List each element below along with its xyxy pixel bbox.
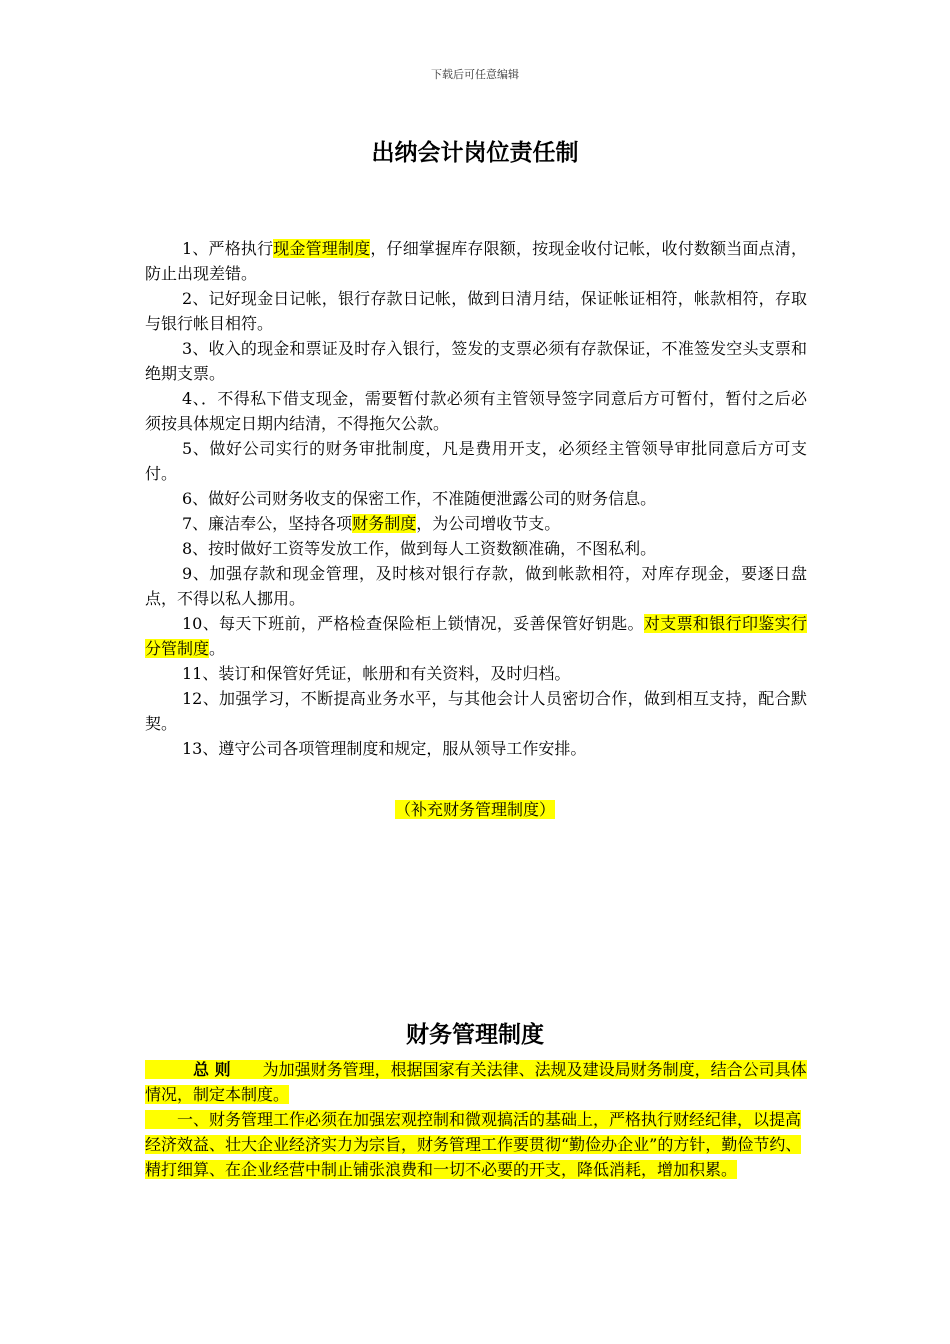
list-item: 6、做好公司财务收支的保密工作，不准随便泄露公司的财务信息。 [182,489,657,508]
supplement-text: （补充财务管理制度） [394,800,555,819]
finance-rules [145,1057,807,1182]
general-paragraph [145,1057,807,1107]
list-item: 2、记好现金日记帐，银行存款日记帐，做到日清月结，保证帐证相符，帐款相符，存取与银行帐目相符。 [145,289,807,333]
duty-list [145,236,807,761]
list-item: 8、按时做好工资等发放工作，做到每人工资数额准确，不图私利。 [182,539,657,558]
page-header: 下载后可任意编辑 [431,68,519,81]
highlight: 对支票和银行印鉴实行分管制度 [145,614,807,658]
section-title: 财务管理制度 [406,1022,544,1048]
highlight: 财务制度 [352,514,417,533]
list-item: 9、加强存款和现金管理，及时核对银行存款，做到帐款相符，对库存现金，要逐日盘点，不得以私人挪用。 [145,564,807,608]
list-item: 4、．不得私下借支现金，需要暂付款必须有主管领导签字同意后方可暂付，暂付之后必须按具体规定日期内结清，不得拖欠公款。 [145,389,807,433]
section-text: 一、财务管理工作必须在加强宏观控制和微观搞活的基础上，严格执行财经纪律，以提高经济效益、壮大企业经济实力为宗旨，财务管理工作要贯彻“勤俭办企业”的方针，勤俭节约、精打细算、在企业经营中制止铺张浪费和一切不必要的开支，降低消耗，增加积累。 [145,1110,802,1179]
list-item: 12、加强学习，不断提高业务水平，与其他会计人员密切合作，做到相互支持，配合默契。 [145,689,807,733]
highlight: 现金管理制度 [273,239,371,258]
list-item: 5、做好公司实行的财务审批制度，凡是费用开支，必须经主管领导审批同意后方可支付。 [145,439,807,483]
list-item: 7、廉洁奉公，坚持各项财务制度，为公司增收节支。 [182,514,561,533]
general-text: 为加强财务管理，根据国家有关法律、法规及建设局财务制度，结合公司具体情况，制定本制度。 [145,1060,807,1104]
list-item: 1、严格执行现金管理制度，仔细掌握库存限额，按现金收付记帐，收付数额当面点清，防止出现差错。 [145,239,807,283]
list-item: 3、收入的现金和票证及时存入银行，签发的支票必须有存款保证，不准签发空头支票和绝期支票。 [145,339,807,383]
page-title: 出纳会计岗位责任制 [371,140,579,166]
list-item: 11、装订和保管好凭证，帐册和有关资料，及时归档。 [182,664,571,683]
section-paragraph [145,1107,807,1182]
list-item: 10、每天下班前，严格检查保险柜上锁情况，妥善保管好钥匙。对支票和银行印鉴实行分管制度。 [145,614,807,658]
supplement-note [0,797,950,820]
general-label: 总 则 [193,1060,231,1079]
list-item: 13、遵守公司各项管理制度和规定，服从领导工作安排。 [182,739,587,758]
